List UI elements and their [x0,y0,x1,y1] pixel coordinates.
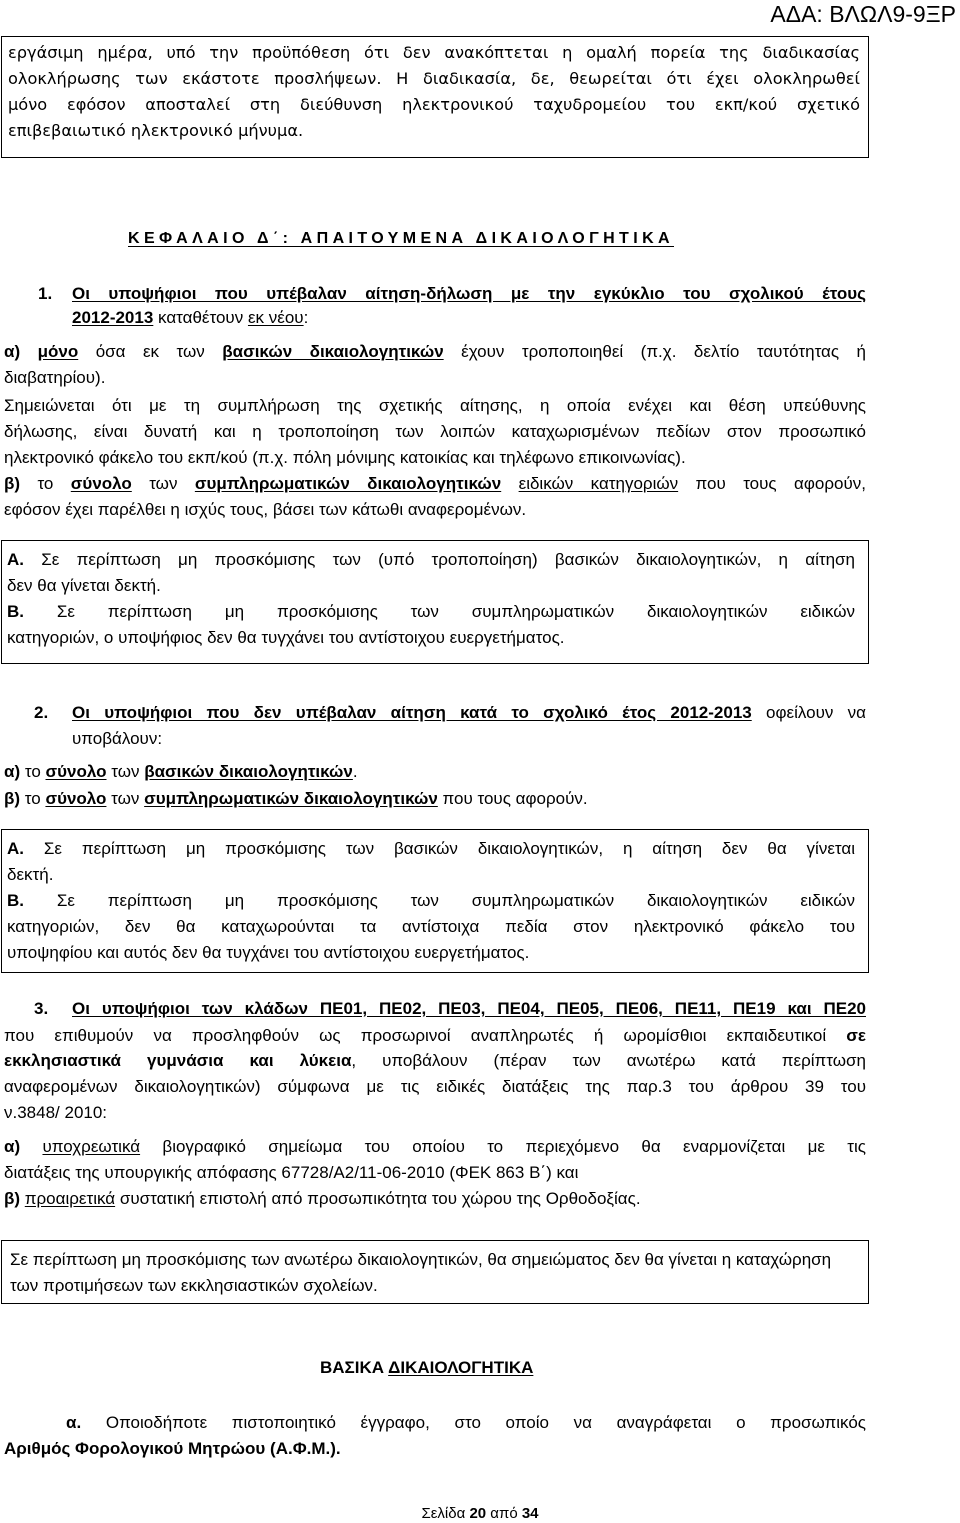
box-line: των προτιμήσεων των εκκλησιαστικών σχολείων. [10,1276,378,1295]
s3-consequences-box [1,1240,869,1304]
box-line: κατηγοριών, δεν θα καταχωρούνται τα αντίστοιχα πεδία στον ηλεκτρονικό φάκελο του [7,917,855,936]
box-line: δεκτή. [7,865,54,884]
s2-consequences-box [1,829,869,973]
s2-number: 2. [34,703,49,722]
s1-note-line: δήλωσης, είναι δυνατή και η τροποποίηση των λοιπών καταχωρισμένων πεδίων στον προσωπικό [4,422,866,441]
basic-docs-title: ΒΑΣΙΚΑ ΔΙΚΑΙΟΛΟΓΗΤΙΚΑ [320,1358,534,1377]
s2-title-line2: υποβάλουν: [72,729,163,748]
s1-a-line2: διαβατηρίου). [4,368,106,387]
box-line: Α. Σε περίπτωση μη προσκόμισης των (υπό τροποποίηση) βασικών δικαιολογητικών, η αίτηση [7,550,855,569]
s3-line: ν.3848/ 2010: [4,1103,108,1122]
box-line: δεν θα γίνεται δεκτή. [7,576,161,595]
s3-a-line2: διατάξεις της υπουργικής απόφασης 67728/Α2/11-06-2010 (ΦΕΚ 863 Β΄) και [4,1163,579,1182]
s3-line: εκκλησιαστικά γυμνάσια και λύκεια, υποβάλουν (πέραν των ανωτέρω κατά περίπτωση [4,1051,866,1070]
text-line: ολοκλήρωσης των εκάστοτε προσλήψεων. Η διαδικασία, δε, θεωρείται ότι έχει ολοκληρωθεί [8,69,860,88]
text-line: μόνο εφόσον αποσταλεί στη διεύθυνση ηλεκτρονικού ταχυδρομείου του εκπ/κού σχετικό [8,95,860,114]
s1-consequences-box [1,540,869,664]
s3-line: που επιθυμούν να προσληφθούν ως προσωρινοί αναπληρωτές ή ωρομίσθιοι εκπαιδευτικοί σε [4,1026,866,1045]
box-line: Σε περίπτωση μη προσκόμισης των ανωτέρω δικαιολογητικών, θα σημειώματος δεν θα γίνεται η καταχώρηση [10,1250,832,1269]
s1-b-line2: εφόσον έχει παρέλθει η ισχύς τους, βάσει των κάτωθι αναφερομένων. [4,500,527,519]
text-line: επιβεβαιωτικό ηλεκτρονικό μήνυμα. [8,121,304,140]
box-line: Β. Σε περίπτωση μη προσκόμισης των συμπληρωματικών δικαιολογητικών ειδικών [7,602,855,621]
top-continuation-box [1,36,869,158]
s3-line: αναφερομένων δικαιολογητικών) σύμφωνα με τις ειδικές διατάξεις της παρ.3 του άρθρου 39 του [4,1077,866,1096]
s3-number: 3. [34,999,49,1018]
s1-a-line1: α) μόνο όσα εκ των βασικών δικαιολογητικών έχουν τροποποιηθεί (π.χ. δελτίο ταυτότητας ή [4,342,866,361]
box-line: κατηγοριών, ο υποψήφιος δεν θα τυγχάνει του αντίστοιχου ευεργετήματος. [7,628,565,647]
text-line: εργάσιμη ημέρα, υπό την προϋπόθεση ότι δεν ανακόπτεται η ομαλή πορεία της διαδικασίας [8,43,860,62]
s2-a-line: α) το σύνολο των βασικών δικαιολογητικών. [4,762,358,781]
s1-b-line1: β) το σύνολο των συμπληρωματικών δικαιολογητικών ειδικών κατηγοριών που τους αφορούν, [4,474,866,493]
s1-title: Οι υποψήφιοι που υπέβαλαν αίτηση-δήλωση με την εγκύκλιο του σχολικού έτους [72,284,866,303]
ada-code: ΑΔΑ: ΒΛΩΛ9-9ΞΡ [770,1,956,27]
box-line: υποψηφίου και αυτός δεν θα τυγχάνει του αντίστοιχου ευεργετήματος. [7,943,530,962]
box-line: Α. Σε περίπτωση μη προσκόμισης των βασικών δικαιολογητικών, η αίτηση δεν θα γίνεται [7,839,855,858]
s3-a-line1: α) υποχρεωτικά βιογραφικό σημείωμα του οποίου το περιεχόμενο θα εναρμονίζεται με τις [4,1137,866,1156]
basic-a-line1: α. Οποιοδήποτε πιστοποιητικό έγγραφο, στο οποίο να αναγράφεται ο προσωπικός [66,1413,866,1432]
box-line: Β. Σε περίπτωση μη προσκόμισης των συμπληρωματικών δικαιολογητικών ειδικών [7,891,855,910]
page-footer: Σελίδα 20 από 34 [421,1505,539,1522]
s1-number: 1. [38,284,53,303]
s3-title: Οι υποψήφιοι των κλάδων ΠΕ01, ΠΕ02, ΠΕ03, ΠΕ04, ΠΕ05, ΠΕ06, ΠΕ11, ΠΕ19 και ΠΕ20 [72,999,866,1018]
s2-b-line: β) το σύνολο των συμπληρωματικών δικαιολογητικών που τους αφορούν. [4,789,588,808]
basic-a-line2: Αριθμός Φορολογικού Μητρώου (Α.Φ.Μ.). [4,1439,341,1458]
chapter-title: ΚΕΦΑΛΑΙΟ Δ΄: ΑΠΑΙΤΟΥΜΕΝΑ ΔΙΚΑΙΟΛΟΓΗΤΙΚΑ [128,230,674,247]
s3-b-line: β) προαιρετικά συστατική επιστολή από προσωπικότητα του χώρου της Ορθοδοξίας. [4,1189,641,1208]
s1-title-line2: 2012-2013 καταθέτουν εκ νέου: [72,308,309,327]
s1-note-line: Σημειώνεται ότι με τη συμπλήρωση της σχετικής αίτησης, η οποία ενέχει και θέση υπεύθυνης [4,396,866,415]
s2-title: Οι υποψήφιοι που δεν υπέβαλαν αίτηση κατά το σχολικό έτος 2012-2013 οφείλουν να [72,703,866,722]
s1-note-line: ηλεκτρονικό φάκελο του εκπ/κού (π.χ. πόλη μόνιμης κατοικίας και τηλέφωνο επικοινωνίας). [4,448,686,467]
